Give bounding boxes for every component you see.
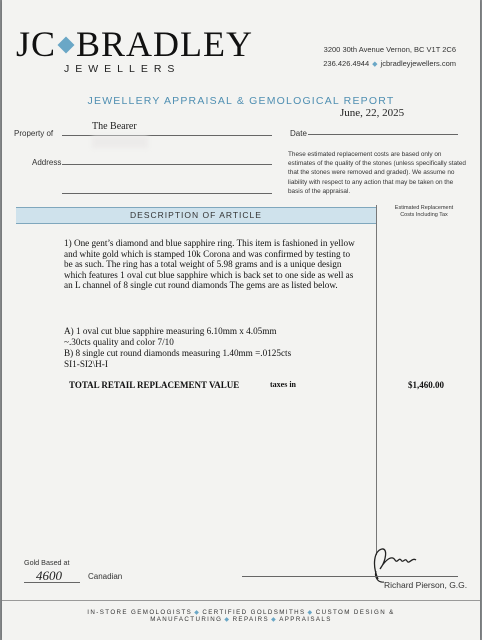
gem-a-line1: A) 1 oval cut blue sapphire measuring 6.10mm x 4.05mm	[64, 326, 277, 336]
redacted-area	[92, 136, 148, 148]
signer-name: Richard Pierson, G.G.	[384, 580, 468, 590]
address-line-2	[62, 193, 272, 194]
gold-value: 4600	[36, 568, 62, 583]
brand-logo	[16, 26, 253, 62]
disclaimer-text: These estimated replacement costs are based only on estimates of the quality of the stones (unless specifically stated that the stones were removed and graded). We assume no liability with respect to any action that may be taken on the basis of the appraisal.	[288, 151, 466, 195]
estimate-header-line2: Costs Including Tax	[400, 211, 448, 218]
store-website: jcbradleyjewellers.com	[380, 59, 456, 68]
property-value: The Bearer	[92, 121, 137, 132]
address-label: Address	[32, 158, 62, 167]
total-label: TOTAL RETAIL REPLACEMENT VALUE	[69, 380, 240, 390]
signature-line	[242, 576, 458, 577]
property-label: Property of	[14, 129, 54, 138]
footer-item-repairs: REPAIRS	[232, 616, 270, 623]
date-line	[308, 134, 458, 135]
taxes-note: taxes in	[270, 380, 296, 389]
brand-name-left: JC	[16, 24, 57, 64]
date-value: June, 22, 2025	[340, 107, 405, 119]
gold-line	[24, 582, 80, 583]
contact-line	[323, 57, 456, 72]
footer-divider	[2, 600, 480, 601]
gem-b-line1: B) 8 single cut round diamonds measuring 1.40mm =.0125cts	[64, 348, 292, 358]
footer-services	[2, 609, 480, 623]
brand-name-right: BRADLEY	[76, 24, 254, 64]
footer-item-custom-design: CUSTOM DESIGN & MANUFACTURING	[150, 609, 395, 623]
separator-diamond-icon: ◆	[307, 609, 314, 616]
gold-currency: Canadian	[88, 572, 123, 581]
separator-diamond-icon: ◆	[372, 61, 378, 68]
separator-diamond-icon: ◆	[194, 609, 201, 616]
gold-label: Gold Based at	[24, 558, 70, 567]
separator-diamond-icon: ◆	[224, 616, 231, 623]
diamond-icon	[58, 36, 75, 53]
store-phone: 236.426.4944	[323, 59, 370, 68]
estimate-header	[378, 205, 470, 218]
description-header: DESCRIPTION OF ARTICLE	[16, 207, 376, 224]
article-description: 1) One gent’s diamond and blue sapphire ring. This item is fashioned in yellow and white gold which is stamped 10k Corona and was confirmed by testing to be as such. The ring has a total weight of 5.98 grams and is a unique design which features 1 oval cut blue sapphire which is back set to one side as well as an L channel of 8 single cut round diamonds The gems are as listed below.	[64, 238, 355, 291]
separator-diamond-icon: ◆	[271, 616, 278, 623]
brand-subtitle: JEWELLERS	[64, 63, 181, 75]
gem-b-line2: SI1-SI2\H-I	[64, 359, 108, 369]
contact-block	[323, 43, 456, 72]
total-value: $1,460.00	[408, 380, 444, 390]
footer-item-gemologists: IN-STORE GEMOLOGISTS	[87, 609, 193, 616]
store-address: 3200 30th Avenue Vernon, BC V1T 2C6	[323, 45, 456, 54]
appraisal-sheet	[2, 0, 480, 640]
address-line-1	[62, 164, 272, 165]
footer-item-appraisals: APPRAISALS	[279, 616, 332, 623]
column-divider	[376, 205, 377, 555]
gem-a-line2: ~.30cts quality and color 7/10	[64, 337, 174, 347]
estimate-header-line1: Estimated Replacement	[394, 205, 454, 211]
report-title: JEWELLERY APPRAISAL & GEMOLOGICAL REPORT	[87, 95, 395, 107]
footer-item-goldsmiths: CERTIFIED GOLDSMITHS	[202, 609, 306, 616]
date-label: Date	[290, 129, 307, 138]
